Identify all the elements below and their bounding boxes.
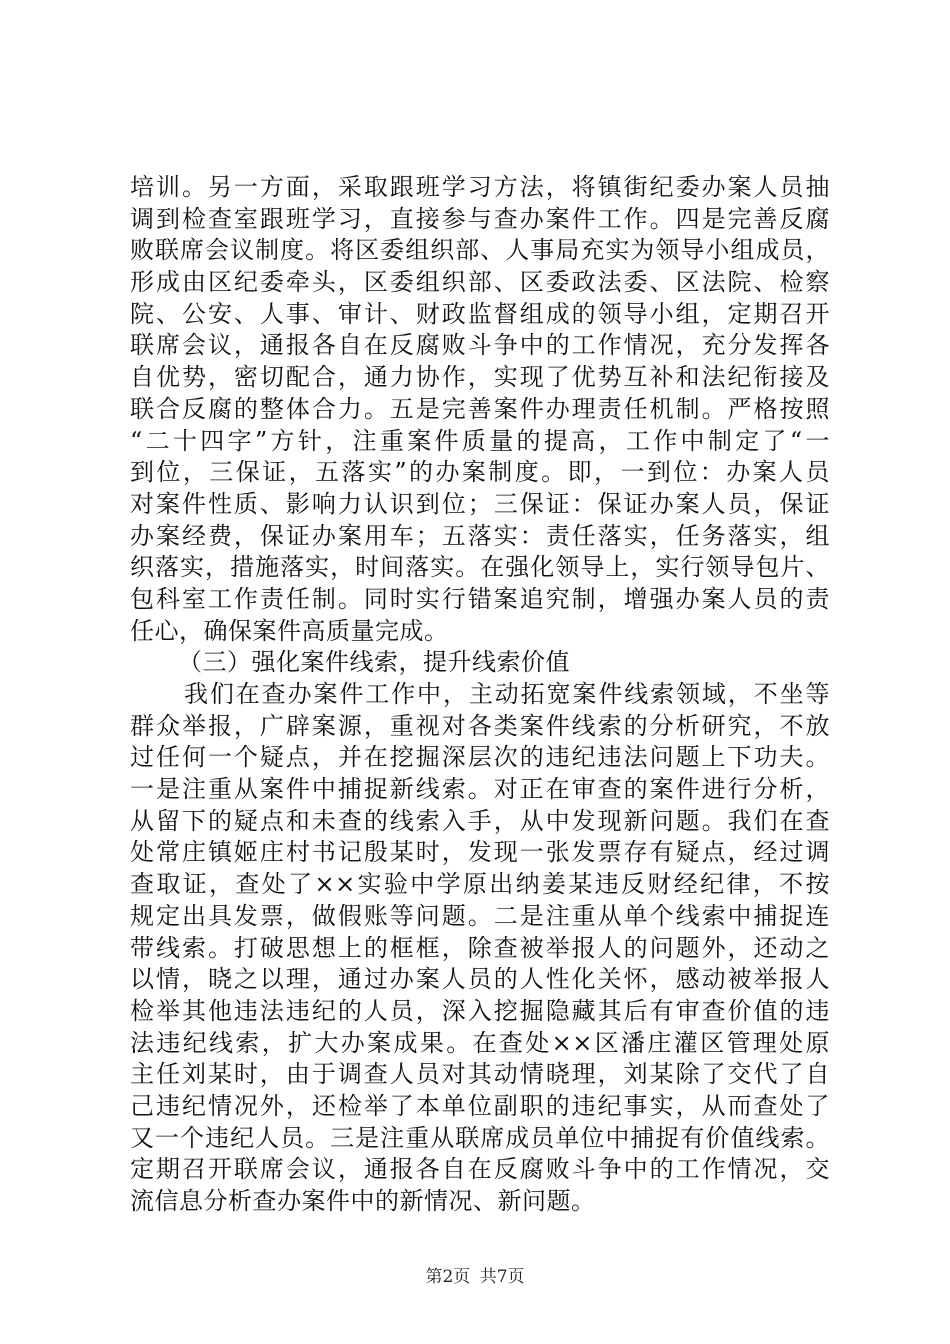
text-line: 败联席会议制度。将区委组织部、人事局充实为领导小组成员， <box>130 236 830 265</box>
text-line: 我们在查办案件工作中，主动拓宽案件线索领域，不坐等 <box>184 680 830 708</box>
text-line: 主任刘某时，由于调查人员对其动情晓理，刘某除了交代了自 <box>130 1060 830 1089</box>
text-line: 规定出具发票，做假账等问题。二是注重从单个线索中捕捉连 <box>130 901 830 930</box>
text-line: 定期召开联席会议，通报各自在反腐败斗争中的工作情况，交 <box>130 1155 830 1184</box>
text-line: 流信息分析查办案件中的新情况、新问题。 <box>130 1187 596 1215</box>
page-number: 第2页 <box>425 1267 471 1287</box>
text-line: 群众举报，广辟案源，重视对各类案件线索的分析研究，不放 <box>130 711 830 740</box>
text-line: 以情，晓之以理，通过办案人员的人性化关怀，感动被举报人 <box>130 965 830 994</box>
text-line: 任心，确保案件高质量完成。 <box>130 616 449 645</box>
text-line: 办案经费，保证办案用车；五落实：责任落实，任务落实，组 <box>130 521 830 550</box>
text-line: 包科室工作责任制。同时实行错案追究制，增强办案人员的责 <box>130 584 830 613</box>
text-line: 过任何一个疑点，并在挖掘深层次的违纪违法问题上下功夫。 <box>130 743 830 772</box>
text-line: 一是注重从案件中捕捉新线索。对正在审查的案件进行分析， <box>130 775 830 804</box>
text-line: 自优势，密切配合，通力协作，实现了优势互补和法纪衔接及 <box>130 363 830 392</box>
text-line: 处常庄镇姬庄村书记殷某时，发现一张发票存有疑点，经过调 <box>130 838 830 867</box>
text-line: 调到检查室跟班学习，直接参与查办案件工作。四是完善反腐 <box>130 204 830 233</box>
text-line: 培训。另一方面，采取跟班学习方法，将镇街纪委办案人员抽 <box>130 173 830 201</box>
text-line: 到位，三保证，五落实”的办案制度。即，一到位：办案人员 <box>130 458 830 487</box>
text-line: 联席会议，通报各自在反腐败斗争中的工作情况，充分发挥各 <box>130 331 830 360</box>
text-line: 对案件性质、影响力认识到位；三保证：保证办案人员，保证 <box>130 489 830 518</box>
page-footer <box>0 1266 950 1288</box>
document-body <box>130 172 830 1218</box>
text-line: 从留下的疑点和未查的线索入手，从中发现新问题。我们在查 <box>130 806 830 835</box>
text-line: “二十四字”方针，注重案件质量的提高，工作中制定了“一 <box>130 426 830 455</box>
text-line: 带线索。打破思想上的框框，除查被举报人的问题外，还动之 <box>130 933 830 962</box>
page-total: 共7页 <box>479 1267 525 1287</box>
section-heading: （三）强化案件线索，提升线索价值 <box>178 648 570 677</box>
text-line: 形成由区纪委牵头，区委组织部、区委政法委、区法院、检察 <box>130 268 830 297</box>
text-line: 织落实，措施落实，时间落实。在强化领导上，实行领导包片、 <box>130 553 830 582</box>
text-line: 院、公安、人事、审计、财政监督组成的领导小组，定期召开 <box>130 299 830 328</box>
text-line: 联合反腐的整体合力。五是完善案件办理责任机制。严格按照 <box>130 394 830 423</box>
text-line: 法违纪线索，扩大办案成果。在查处××区潘庄灌区管理处原 <box>130 1028 830 1057</box>
text-line: 又一个违纪人员。三是注重从联席成员单位中捕捉有价值线索。 <box>130 1123 830 1152</box>
text-line: 查取证，查处了××实验中学原出纳姜某违反财经纪律，不按 <box>130 870 830 899</box>
text-line: 检举其他违法违纪的人员，深入挖掘隐藏其后有审查价值的违 <box>130 996 830 1025</box>
text-line: 己违纪情况外，还检举了本单位副职的违纪事实，从而查处了 <box>130 1091 830 1120</box>
